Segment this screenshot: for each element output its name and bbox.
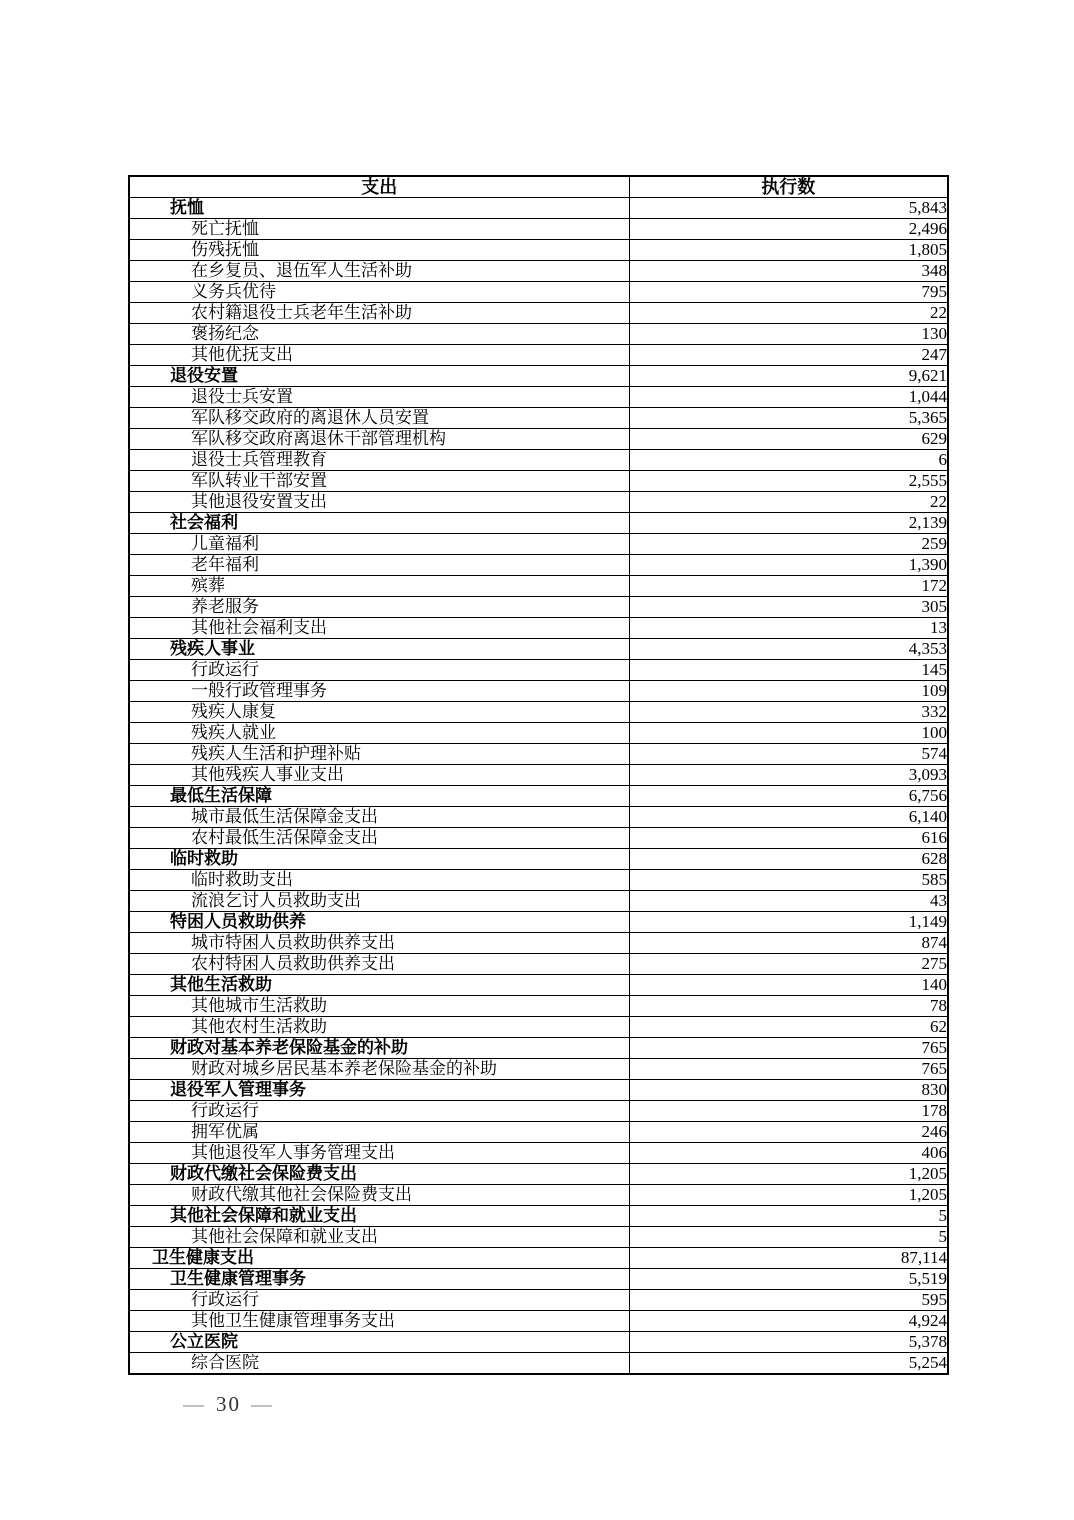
expenditure-label: 城市最低生活保障金支出 xyxy=(129,807,629,828)
table-row xyxy=(129,597,948,618)
execution-value: 5,843 xyxy=(629,198,948,219)
expenditure-label: 殡葬 xyxy=(129,576,629,597)
expenditure-label: 拥军优属 xyxy=(129,1122,629,1143)
table-row xyxy=(129,1143,948,1164)
execution-column-header: 执行数 xyxy=(629,176,948,198)
execution-value: 2,139 xyxy=(629,513,948,534)
execution-value: 3,093 xyxy=(629,765,948,786)
table-row xyxy=(129,681,948,702)
expenditure-label: 残疾人就业 xyxy=(129,723,629,744)
table-row xyxy=(129,807,948,828)
table-row xyxy=(129,219,948,240)
expenditure-label: 其他社会福利支出 xyxy=(129,618,629,639)
expenditure-label: 行政运行 xyxy=(129,1290,629,1311)
table-row xyxy=(129,912,948,933)
expenditure-label: 残疾人康复 xyxy=(129,702,629,723)
expenditure-label: 其他社会保障和就业支出 xyxy=(129,1206,629,1227)
expenditure-label: 养老服务 xyxy=(129,597,629,618)
execution-value: 6,140 xyxy=(629,807,948,828)
table-row xyxy=(129,198,948,219)
execution-value: 109 xyxy=(629,681,948,702)
table-row xyxy=(129,1353,948,1375)
execution-value: 5 xyxy=(629,1206,948,1227)
table-row xyxy=(129,1122,948,1143)
expenditure-label: 老年福利 xyxy=(129,555,629,576)
expenditure-label: 临时救助支出 xyxy=(129,870,629,891)
table-row xyxy=(129,618,948,639)
table-row xyxy=(129,744,948,765)
execution-value: 13 xyxy=(629,618,948,639)
expenditure-label: 退役军人管理事务 xyxy=(129,1080,629,1101)
expenditure-label: 军队移交政府离退休干部管理机构 xyxy=(129,429,629,450)
expenditure-label: 财政对基本养老保险基金的补助 xyxy=(129,1038,629,1059)
expenditure-label: 其他城市生活救助 xyxy=(129,996,629,1017)
expenditure-label: 社会福利 xyxy=(129,513,629,534)
execution-value: 4,924 xyxy=(629,1311,948,1332)
expenditure-label: 综合医院 xyxy=(129,1353,629,1375)
table-row xyxy=(129,660,948,681)
table-row xyxy=(129,723,948,744)
table-row xyxy=(129,933,948,954)
expenditure-label: 在乡复员、退伍军人生活补助 xyxy=(129,261,629,282)
table-row xyxy=(129,849,948,870)
expenditure-label: 卫生健康支出 xyxy=(129,1248,629,1269)
expenditure-label: 抚恤 xyxy=(129,198,629,219)
expenditure-label: 其他生活救助 xyxy=(129,975,629,996)
page-number-left-dash: — xyxy=(183,1392,206,1416)
expenditure-label: 军队移交政府的离退休人员安置 xyxy=(129,408,629,429)
expenditure-label: 一般行政管理事务 xyxy=(129,681,629,702)
table-row xyxy=(129,1164,948,1185)
execution-value: 332 xyxy=(629,702,948,723)
execution-value: 5,254 xyxy=(629,1353,948,1375)
expenditure-label: 最低生活保障 xyxy=(129,786,629,807)
execution-value: 5,365 xyxy=(629,408,948,429)
execution-value: 5,378 xyxy=(629,1332,948,1353)
table-row xyxy=(129,471,948,492)
execution-value: 2,555 xyxy=(629,471,948,492)
expenditure-label: 残疾人事业 xyxy=(129,639,629,660)
execution-value: 130 xyxy=(629,324,948,345)
expenditure-label: 其他残疾人事业支出 xyxy=(129,765,629,786)
execution-value: 1,205 xyxy=(629,1185,948,1206)
execution-value: 246 xyxy=(629,1122,948,1143)
execution-value: 305 xyxy=(629,597,948,618)
execution-value: 100 xyxy=(629,723,948,744)
execution-value: 628 xyxy=(629,849,948,870)
expenditure-label: 卫生健康管理事务 xyxy=(129,1269,629,1290)
expenditure-label: 其他社会保障和就业支出 xyxy=(129,1227,629,1248)
execution-value: 874 xyxy=(629,933,948,954)
table-row xyxy=(129,366,948,387)
expenditure-label: 其他卫生健康管理事务支出 xyxy=(129,1311,629,1332)
table-row xyxy=(129,429,948,450)
execution-value: 765 xyxy=(629,1059,948,1080)
table-row xyxy=(129,975,948,996)
execution-value: 2,496 xyxy=(629,219,948,240)
expenditure-label: 财政对城乡居民基本养老保险基金的补助 xyxy=(129,1059,629,1080)
table-row xyxy=(129,765,948,786)
table-body xyxy=(129,198,948,1375)
expenditure-column-header: 支出 xyxy=(129,176,629,198)
expenditure-label: 退役士兵安置 xyxy=(129,387,629,408)
expenditure-label: 儿童福利 xyxy=(129,534,629,555)
execution-value: 5 xyxy=(629,1227,948,1248)
execution-value: 574 xyxy=(629,744,948,765)
table-row xyxy=(129,639,948,660)
table-row xyxy=(129,1038,948,1059)
execution-value: 1,805 xyxy=(629,240,948,261)
table-row xyxy=(129,954,948,975)
page-number-value: 30 xyxy=(216,1392,241,1416)
table-row xyxy=(129,1311,948,1332)
execution-value: 6,756 xyxy=(629,786,948,807)
expenditure-label: 其他退役军人事务管理支出 xyxy=(129,1143,629,1164)
table-header-row xyxy=(129,176,948,198)
expenditure-label: 退役安置 xyxy=(129,366,629,387)
expenditure-label: 行政运行 xyxy=(129,660,629,681)
execution-value: 1,044 xyxy=(629,387,948,408)
execution-value: 22 xyxy=(629,303,948,324)
expenditure-label: 临时救助 xyxy=(129,849,629,870)
expenditure-label: 财政代缴其他社会保险费支出 xyxy=(129,1185,629,1206)
page-number-right-dash: — xyxy=(251,1392,274,1416)
expenditure-label: 死亡抚恤 xyxy=(129,219,629,240)
table-row xyxy=(129,891,948,912)
execution-value: 585 xyxy=(629,870,948,891)
table-row xyxy=(129,1206,948,1227)
expenditure-label: 农村籍退役士兵老年生活补助 xyxy=(129,303,629,324)
expenditure-label: 褒扬纪念 xyxy=(129,324,629,345)
execution-value: 795 xyxy=(629,282,948,303)
execution-value: 348 xyxy=(629,261,948,282)
table-row xyxy=(129,1017,948,1038)
expenditure-label: 军队转业干部安置 xyxy=(129,471,629,492)
table-row xyxy=(129,492,948,513)
execution-value: 87,114 xyxy=(629,1248,948,1269)
execution-value: 275 xyxy=(629,954,948,975)
expenditure-label: 公立医院 xyxy=(129,1332,629,1353)
expenditure-label: 农村最低生活保障金支出 xyxy=(129,828,629,849)
expenditure-label: 残疾人生活和护理补贴 xyxy=(129,744,629,765)
execution-value: 1,205 xyxy=(629,1164,948,1185)
execution-value: 4,353 xyxy=(629,639,948,660)
table-row xyxy=(129,1290,948,1311)
table-row xyxy=(129,1101,948,1122)
budget-table xyxy=(128,175,949,1375)
table-row xyxy=(129,702,948,723)
execution-value: 62 xyxy=(629,1017,948,1038)
expenditure-label: 义务兵优待 xyxy=(129,282,629,303)
execution-value: 406 xyxy=(629,1143,948,1164)
execution-value: 259 xyxy=(629,534,948,555)
table-row xyxy=(129,786,948,807)
execution-value: 595 xyxy=(629,1290,948,1311)
expenditure-label: 流浪乞讨人员救助支出 xyxy=(129,891,629,912)
execution-value: 765 xyxy=(629,1038,948,1059)
table-row xyxy=(129,324,948,345)
table-row xyxy=(129,576,948,597)
execution-value: 5,519 xyxy=(629,1269,948,1290)
table-row xyxy=(129,1080,948,1101)
table-row xyxy=(129,1269,948,1290)
table-row xyxy=(129,240,948,261)
table-row xyxy=(129,870,948,891)
expenditure-label: 其他退役安置支出 xyxy=(129,492,629,513)
table-row xyxy=(129,303,948,324)
execution-value: 830 xyxy=(629,1080,948,1101)
execution-value: 629 xyxy=(629,429,948,450)
table-row xyxy=(129,1332,948,1353)
expenditure-label: 行政运行 xyxy=(129,1101,629,1122)
execution-value: 247 xyxy=(629,345,948,366)
table-row xyxy=(129,534,948,555)
table-row xyxy=(129,996,948,1017)
table-row xyxy=(129,387,948,408)
expenditure-label: 退役士兵管理教育 xyxy=(129,450,629,471)
table-row xyxy=(129,345,948,366)
execution-value: 6 xyxy=(629,450,948,471)
execution-value: 616 xyxy=(629,828,948,849)
table-row xyxy=(129,261,948,282)
table-row xyxy=(129,1227,948,1248)
table-row xyxy=(129,408,948,429)
execution-value: 1,149 xyxy=(629,912,948,933)
table-row xyxy=(129,450,948,471)
execution-value: 178 xyxy=(629,1101,948,1122)
execution-value: 140 xyxy=(629,975,948,996)
expenditure-label: 特困人员救助供养 xyxy=(129,912,629,933)
table-row xyxy=(129,828,948,849)
table-row xyxy=(129,1059,948,1080)
expenditure-label: 财政代缴社会保险费支出 xyxy=(129,1164,629,1185)
table-row xyxy=(129,555,948,576)
expenditure-label: 其他农村生活救助 xyxy=(129,1017,629,1038)
execution-value: 78 xyxy=(629,996,948,1017)
expenditure-label: 农村特困人员救助供养支出 xyxy=(129,954,629,975)
execution-value: 43 xyxy=(629,891,948,912)
table-row xyxy=(129,1248,948,1269)
expenditure-label: 伤残抚恤 xyxy=(129,240,629,261)
expenditure-label: 城市特困人员救助供养支出 xyxy=(129,933,629,954)
page-number xyxy=(173,1392,284,1417)
execution-value: 9,621 xyxy=(629,366,948,387)
table-row xyxy=(129,1185,948,1206)
table-row xyxy=(129,282,948,303)
execution-value: 1,390 xyxy=(629,555,948,576)
execution-value: 172 xyxy=(629,576,948,597)
execution-value: 145 xyxy=(629,660,948,681)
expenditure-label: 其他优抚支出 xyxy=(129,345,629,366)
table-row xyxy=(129,513,948,534)
execution-value: 22 xyxy=(629,492,948,513)
